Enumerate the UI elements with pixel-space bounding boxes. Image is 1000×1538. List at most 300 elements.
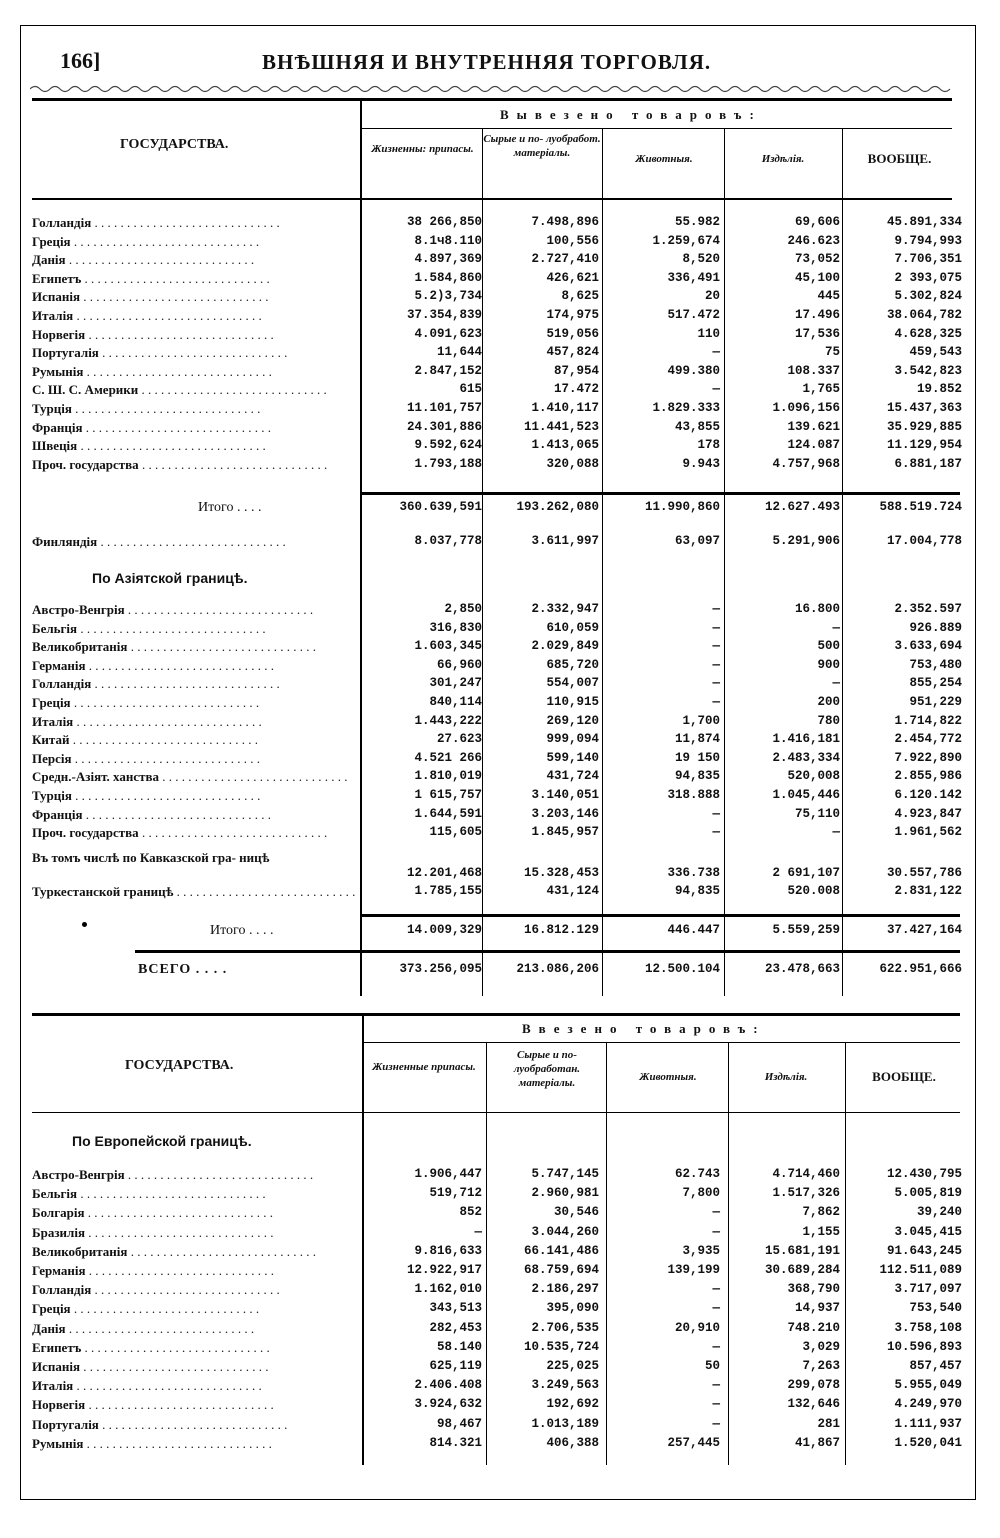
asian-row [32,849,962,887]
import-cell: 2.706,535 [531,1320,599,1335]
import-cell: — [712,1416,720,1431]
export-total-goods: 12.627.493 [764,500,840,514]
export-row [32,234,962,253]
import-group-header: Ввезено товаровъ: [522,1021,766,1036]
export-cell: 100,556 [546,233,599,248]
asian-cell: 27.623 [436,732,482,747]
asian-state-name: Австро-Венгрія . . . [32,602,357,618]
export-cell: 17,536 [794,326,840,341]
asian-row [32,769,962,788]
asian-cell: 2.454,772 [894,732,962,747]
page-frame-left [20,25,21,1500]
import-cell: — [712,1378,720,1393]
finland-animals: 63,097 [674,534,720,548]
import-cell: 132,646 [787,1397,840,1412]
export-total-rule [360,492,960,495]
import-state-name: Голландія . . . [32,1282,357,1298]
export-cell: 9.592,624 [414,438,482,453]
import-cell: 3.924,632 [414,1397,482,1412]
asian-cell: 1.045,446 [772,788,840,802]
asian-cell: 318.888 [667,788,720,802]
asian-cell: 301,247 [429,676,482,691]
import-cell: — [712,1397,720,1412]
export-state-name: Данія . . . [32,252,357,268]
export-cell: 45,100 [794,270,840,285]
import-row [32,1359,962,1378]
finland-name: Финляндія . . . [32,534,357,550]
export-cell: 110 [697,326,720,341]
export-cell: 4.628,325 [894,326,962,341]
import-state-name: Бразилія . . . [32,1225,357,1241]
asian-cell: 3.203,146 [531,806,599,821]
import-cell: 852 [459,1205,482,1220]
import-cell: 7,862 [802,1205,840,1220]
export-cell: 320,088 [546,456,599,471]
import-cell: — [712,1301,720,1316]
asian-cell: — [712,620,720,635]
export-state-name: Норвегія . . . [32,327,357,343]
asian-row [32,639,962,658]
asian-cell: — [832,825,840,840]
import-cell: 299,078 [787,1378,840,1393]
import-cell: 1.906,447 [414,1167,482,1181]
asian-cell: 200 [817,695,840,709]
import-cell: 10.596,893 [886,1339,962,1354]
asian-row [32,751,962,770]
export-row [32,327,962,346]
asian-state-name: Туркестанской границѣ . . . [32,884,357,900]
export-cell: 38.064,782 [886,308,962,322]
export-cell: 69,606 [794,215,840,229]
export-col-food: Жизненны: припасы. [371,143,474,155]
import-cell: 625,119 [429,1359,482,1373]
import-state-name: Португалія . . . [32,1417,357,1433]
export-cell: 19.852 [916,382,962,397]
asian-row [32,732,962,751]
finland-food: 8.037,778 [414,534,482,548]
asian-cell: — [712,639,720,654]
asian-state-name: Въ томъ числѣ по Кавказской гра- ницѣ [32,850,270,865]
import-cell: 368,790 [787,1282,840,1297]
asian-row [32,676,962,695]
import-cell: 9.816,633 [414,1243,482,1258]
export-state-name: Италія . . . [32,308,357,324]
asian-state-name: Германія . . . [32,658,357,674]
export-cell: 519,056 [546,326,599,341]
asian-cell: 500 [817,639,840,654]
asian-cell: 12.201,468 [406,866,482,880]
export-total-label: Итого . . . . [198,500,262,515]
import-cell: 3.758,108 [894,1320,962,1335]
export-cell: 1.413,065 [531,438,599,453]
import-col-raw: Сырые и по- луобработан. матеріалы. [513,1049,581,1089]
import-cell: 748.210 [787,1320,840,1335]
asian-row [32,695,962,714]
export-cell: 15.437,363 [886,401,962,415]
export-cell: — [712,382,720,397]
asian-cell: — [832,620,840,635]
asian-cell: 431,724 [546,769,599,784]
export-cell: 8.1ч8.110 [414,233,482,248]
export-cell: 615 [459,382,482,397]
export-cell: 24.301,886 [406,419,482,434]
asian-cell: 431,124 [546,884,599,898]
export-state-name: Турція . . . [32,401,357,417]
export-cell: 4.897,369 [414,252,482,267]
export-cell: 20 [704,289,720,304]
asian-cell: 2.831,122 [894,884,962,898]
import-cell: 2.406.408 [414,1378,482,1393]
import-cell: 395,090 [546,1301,599,1316]
import-cell: 1.013,189 [531,1416,599,1431]
asian-row [32,621,962,640]
import-row [32,1321,962,1340]
export-state-name: Проч. государства . . . [32,457,357,473]
asian-total-all: 37.427,164 [886,923,962,937]
import-group-rule [362,1042,960,1043]
asian-cell: 1.810,019 [414,769,482,784]
export-cell: 336,491 [667,270,720,285]
export-cell: 246.623 [787,233,840,248]
import-cell: — [712,1224,720,1239]
import-cell: 406,388 [546,1435,599,1450]
asian-row [32,807,962,826]
import-row [32,1263,962,1282]
export-row [32,401,962,420]
asian-cell: — [712,602,720,616]
asian-cell: 3.140,051 [531,788,599,802]
asian-cell: — [712,657,720,672]
export-row [32,345,962,364]
asian-cell: — [712,806,720,821]
header-ornament [30,84,955,94]
asian-cell: 926.889 [909,620,962,635]
grand-total-rule [135,950,960,953]
import-table-top-rule [32,1013,960,1016]
export-row [32,438,962,457]
export-cell: 124.087 [787,438,840,453]
asian-cell: 19 150 [674,750,720,765]
asian-state-name: Персія . . . [32,751,357,767]
asian-state-name: Франція . . . [32,807,357,823]
export-cell: 11.441,523 [523,419,599,434]
asian-cell: 16.800 [794,602,840,616]
export-cell: 178 [697,438,720,453]
asian-cell: 753,480 [909,657,962,672]
import-row [32,1225,962,1244]
export-cell: 11,644 [436,345,482,360]
import-cell: 519,712 [429,1186,482,1201]
export-cell: 426,621 [546,270,599,285]
export-state-name: Испанія . . . [32,289,357,305]
asian-cell: 1.785,155 [414,884,482,898]
asian-cell: 855,254 [909,676,962,691]
grand-total-animals: 12.500.104 [644,962,720,976]
asian-row [32,658,962,677]
import-cell: 753,540 [909,1301,962,1316]
import-cell: 1.517,326 [772,1186,840,1201]
asian-cell: 2.483,334 [772,750,840,765]
asian-cell: 2 691,107 [772,866,840,880]
export-group-rule [362,128,952,129]
import-cell: 5.955,049 [894,1378,962,1393]
export-col-total: ВООБЩЕ. [867,151,932,166]
asian-cell: 1.961,562 [894,825,962,840]
import-cell: 257,445 [667,1435,720,1450]
import-col-goods: Издѣлія. [764,1071,808,1083]
import-cell: 3.249,563 [531,1378,599,1393]
asian-total-goods: 5.559,259 [772,923,840,937]
asian-state-name: Бельгія . . . [32,621,357,637]
asian-cell: 520.008 [787,884,840,898]
import-cell: 343,513 [429,1301,482,1316]
export-total-raw: 193.262,080 [516,500,599,514]
asian-cell: — [712,695,720,709]
import-cell: 1.111,937 [894,1416,962,1431]
import-col-food: Жизненные припасы. [372,1061,476,1073]
import-cell: 112.511,089 [879,1263,962,1277]
asian-cell: 115,605 [429,825,482,840]
european-section-title: По Европейской границѣ. [72,1133,252,1149]
asian-total-rule [360,914,960,917]
export-cell: 55.982 [674,215,720,229]
import-state-name: Румынія . . . [32,1436,357,1452]
grand-total-all: 622.951,666 [879,962,962,976]
import-row [32,1186,962,1205]
import-cell: 12.922,917 [406,1263,482,1277]
import-cell: 66.141,486 [523,1243,599,1258]
export-state-name: Голландія . . . [32,215,357,231]
asian-total-label: Итого . . . . [210,923,274,938]
export-total-animals: 11.990,860 [644,500,720,514]
asian-cell: 2.352.597 [894,602,962,616]
export-cell: 43,855 [674,419,720,434]
asian-state-name: Проч. государства . . . [32,825,357,841]
import-row [32,1397,962,1416]
import-cell: 68.759,694 [523,1263,599,1277]
import-cell: 5.005,819 [894,1186,962,1201]
page-frame-top [20,25,976,26]
export-row [32,457,962,476]
finland-total: 17.004,778 [886,534,962,548]
export-cell: 11.101,757 [406,401,482,415]
export-col-raw: Сырые и по- луобработ. матеріалы. [483,133,601,159]
export-state-name: С. Ш. С. Америки . . . [32,382,357,398]
page-frame-bottom [20,1499,976,1500]
asian-cell: 4.521 266 [414,750,482,765]
asian-cell: 4.923,847 [894,806,962,821]
export-cell: 17.496 [794,308,840,322]
asian-cell: 1.416,181 [772,732,840,747]
export-cell: 4.757,968 [772,456,840,471]
import-cell: — [712,1205,720,1220]
asian-cell: 554,007 [546,676,599,691]
export-cell: 459,543 [909,345,962,360]
asian-row [32,825,962,844]
asian-cell: 951,229 [909,695,962,709]
asian-cell: 1.644,591 [414,806,482,821]
export-cell: 1,765 [802,382,840,397]
import-cell: 1.520,041 [894,1435,962,1450]
import-cell: 14,937 [794,1301,840,1316]
export-cell: 8,625 [561,289,599,304]
import-cell: 3.045,415 [894,1224,962,1239]
asian-cell: 75,110 [794,806,840,821]
import-row [32,1167,962,1186]
export-cell: 38 266,850 [406,215,482,229]
export-header-bottom-rule [32,198,952,200]
export-state-name: Румынія . . . [32,364,357,380]
export-cell: 445 [817,289,840,304]
export-cell: 1.793,188 [414,456,482,471]
asian-cell: 7.922,890 [894,750,962,765]
asian-cell: 30.557,786 [886,866,962,880]
grand-total-label: ВСЕГО . . . . [138,962,228,977]
import-cell: 20,910 [674,1320,720,1335]
asian-state-name: Турція . . . [32,788,357,804]
import-cell: 50 [704,1359,720,1373]
import-cell: 7,263 [802,1359,840,1373]
asian-row [32,714,962,733]
asian-cell: 2.855,986 [894,769,962,784]
asian-cell: 520,008 [787,769,840,784]
finland-goods: 5.291,906 [772,534,840,548]
import-cell: 139,199 [667,1263,720,1277]
import-cell: 5.747,145 [531,1167,599,1181]
asian-cell: 94,835 [674,884,720,898]
import-row [32,1301,962,1320]
export-cell: 1.096,156 [772,401,840,415]
import-cell: 225,025 [546,1359,599,1373]
import-cell: 2.960,981 [531,1186,599,1201]
asian-cell: — [712,825,720,840]
import-state-name: Греція . . . [32,1301,357,1317]
finland-raw: 3.611,997 [531,534,599,548]
asian-cell: — [712,676,720,691]
export-col-animals: Животныя. [635,153,693,165]
asian-cell: 269,120 [546,713,599,728]
export-cell: 37.354,839 [406,308,482,322]
import-cell: 62.743 [674,1167,720,1181]
export-total-food: 360.639,591 [399,500,482,514]
import-states-header: ГОСУДАРСТВА. [125,1058,234,1073]
asian-cell: 3.633,694 [894,639,962,654]
export-cell: 9.943 [682,456,720,471]
finland-row [32,534,962,553]
import-cell: 30.689,284 [764,1263,840,1277]
import-header-bottom-rule [32,1112,960,1113]
asian-cell: 780 [817,713,840,728]
asian-cell: 599,140 [546,750,599,765]
import-cell: 3.717,097 [894,1282,962,1297]
export-cell: 174,975 [546,308,599,322]
asian-row [32,788,962,807]
export-cell: 17.472 [553,382,599,397]
page-number: 166] [60,48,101,73]
asian-cell: 1 615,757 [414,788,482,802]
import-state-name: Великобританія . . . [32,1244,357,1260]
import-cell: 15.681,191 [764,1243,840,1258]
asian-cell: 999,094 [546,732,599,747]
import-state-name: Болгарія . . . [32,1205,357,1221]
import-cell: 39,240 [916,1205,962,1220]
asian-state-name: Греція . . . [32,695,357,711]
import-state-name: Испанія . . . [32,1359,357,1375]
export-cell: 1.829.333 [652,401,720,415]
export-row [32,382,962,401]
export-cell: 73,052 [794,252,840,267]
asian-cell: 316,830 [429,620,482,635]
import-state-name: Египетъ . . . [32,1340,357,1356]
import-state-name: Бельгія . . . [32,1186,357,1202]
export-states-header: ГОСУДАРСТВА. [120,137,229,152]
grand-total-row [32,962,962,981]
export-row [32,364,962,383]
asian-state-name: Средн.-Азіят. ханства . . . [32,769,357,785]
export-cell: 45.891,334 [886,215,962,229]
import-state-name: Германія . . . [32,1263,357,1279]
import-cell: 12.430,795 [886,1167,962,1181]
import-state-name: Италія . . . [32,1378,357,1394]
export-cell: 499.380 [667,363,720,378]
export-row [32,252,962,271]
asian-row [32,602,962,621]
asian-state-name: Голландія . . . [32,676,357,692]
export-cell: 108.337 [787,363,840,378]
export-total-row [32,500,962,519]
asian-total-row [32,923,962,942]
export-cell: 2.727,410 [531,252,599,267]
import-col-animals: Животныя. [639,1071,697,1083]
asian-cell: 1.443,222 [414,713,482,728]
asian-cell: 66,960 [436,657,482,672]
import-cell: 58.140 [436,1339,482,1354]
asian-cell: 15.328,453 [523,866,599,880]
export-cell: 87,954 [553,363,599,378]
export-cell: 139.621 [787,419,840,434]
export-cell: 457,824 [546,345,599,360]
export-cell: 7.498,896 [531,215,599,229]
import-cell: 91.643,245 [886,1243,962,1258]
export-col-goods: Издѣлія. [761,153,805,165]
asian-cell: 336.738 [667,866,720,880]
asian-cell: 1.603,345 [414,639,482,654]
export-cell: 1.259,674 [652,233,720,248]
export-cell: 11.129,954 [886,438,962,453]
import-cell: — [712,1339,720,1354]
export-group-header: Вывезено товаровъ: [500,107,762,122]
export-state-name: Египетъ . . . [32,271,357,287]
asian-cell: 2,850 [444,602,482,616]
export-cell: 1.584,860 [414,270,482,285]
import-row [32,1282,962,1301]
import-cell: 10.535,724 [523,1339,599,1354]
grand-total-goods: 23.478,663 [764,962,840,976]
asian-cell: 2.029,849 [531,639,599,654]
asian-cell: 840,114 [429,695,482,709]
asian-cell: 11,874 [674,732,720,747]
asian-cell: 6.120.142 [894,788,962,802]
asian-cell: 610,059 [546,620,599,635]
asian-cell: 110,915 [546,695,599,709]
asian-cell: 900 [817,657,840,672]
asian-cell: 685,720 [546,657,599,672]
import-row [32,1244,962,1263]
import-cell: 3.044,260 [531,1224,599,1239]
export-cell: 7.706,351 [894,252,962,267]
import-cell: 7,800 [682,1186,720,1201]
export-row [32,271,962,290]
